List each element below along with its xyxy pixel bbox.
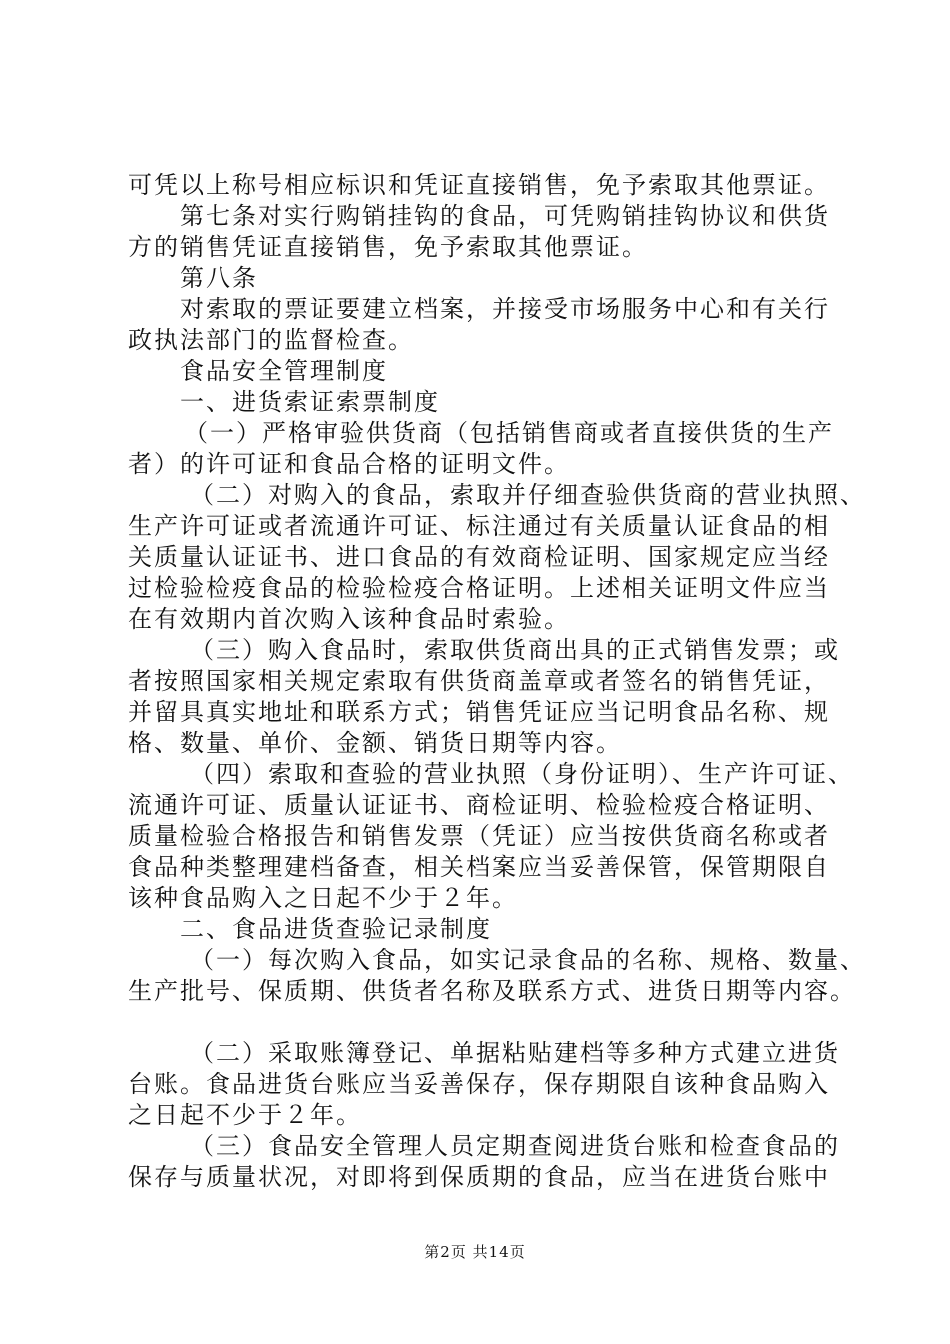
subsection-heading: 一、进货索证索票制度 [180,388,440,416]
text-line: 并留具真实地址和联系方式；销售凭证应当记明食品名称、规 [128,698,830,726]
text-line: 台账。食品进货台账应当妥善保存，保存期限自该种食品购入 [128,1070,830,1098]
text-line: 质量检验合格报告和销售发票（凭证）应当按供货商名称或者 [128,822,830,850]
section-title: 食品安全管理制度 [180,357,388,385]
text-line: 过检验检疫食品的检验检疫合格证明。上述相关证明文件应当 [128,574,830,602]
paragraph-gap [128,1007,832,1038]
text-line: 食品种类整理建档备查，相关档案应当妥善保管，保管期限自 [128,853,830,881]
clause-line: （三）食品安全管理人员定期查阅进货台账和检查食品的 [190,1132,840,1160]
page-footer: 第2页 共14页 [424,1243,526,1261]
clause-line: （四）索取和查验的营业执照（身份证明）、生产许可证、 [190,760,854,788]
text-line: 方的销售凭证直接销售，免予索取其他票证。 [128,233,648,261]
text-line: 者）的许可证和食品合格的证明文件。 [128,450,570,478]
text-line: 在有效期内首次购入该种食品时索验。 [128,605,570,633]
text-line: 生产批号、保质期、供货者名称及联系方式、进货日期等内容。 [128,977,856,1005]
subsection-heading: 二、食品进货查验记录制度 [180,915,492,943]
clause-line: （二）对购入的食品，索取并仔细查验供货商的营业执照、 [190,481,866,509]
article-eight-heading: 第八条 [180,264,258,292]
document-body [128,170,866,1193]
text-line: 保存与质量状况，对即将到保质期的食品，应当在进货台账中 [128,1163,830,1191]
clause-line: （一）每次购入食品，如实记录食品的名称、规格、数量、 [190,946,866,974]
text-line: 之日起不少于２年。 [128,1101,362,1129]
clause-line: （三）购入食品时，索取供货商出具的正式销售发票；或 [190,636,840,664]
text-line: 对索取的票证要建立档案，并接受市场服务中心和有关行 [180,295,830,323]
text-line: 流通许可证、质量认证证书、商检证明、检验检疫合格证明、 [128,791,830,819]
clause-line: （二）采取账簿登记、单据粘贴建档等多种方式建立进货 [190,1039,840,1067]
article-seven-line: 第七条对实行购销挂钩的食品，可凭购销挂钩协议和供货 [180,202,830,230]
text-line: 可凭以上称号相应标识和凭证直接销售，免予索取其他票证。 [128,171,830,199]
text-line: 格、数量、单价、金额、销货日期等内容。 [128,729,622,757]
text-line: 政执法部门的监督检查。 [128,326,414,354]
clause-line: （一）严格审验供货商（包括销售商或者直接供货的生产 [184,419,834,447]
text-line: 者按照国家相关规定索取有供货商盖章或者签名的销售凭证， [128,667,830,695]
text-line: 该种食品购入之日起不少于２年。 [128,884,518,912]
text-line: 关质量认证证书、进口食品的有效商检证明、国家规定应当经 [128,543,830,571]
text-line: 生产许可证或者流通许可证、标注通过有关质量认证食品的相 [128,512,830,540]
